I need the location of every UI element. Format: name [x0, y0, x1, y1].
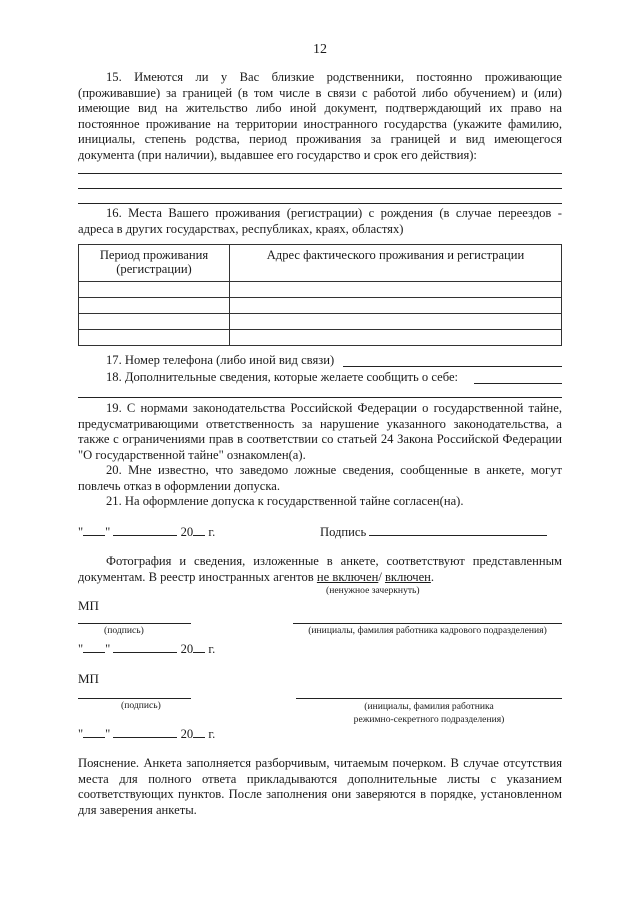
quote-close: ": [105, 727, 111, 741]
table-header-row: [79, 245, 562, 282]
option-separator: /: [378, 569, 385, 584]
quote-open: ": [78, 727, 84, 741]
stamp-place-2: МП: [78, 671, 99, 686]
additional-info-line[interactable]: [78, 397, 562, 398]
name-line-secret[interactable]: [296, 698, 562, 699]
photo-text: Фотография и сведения, изложенные в анкете, соответствуют представленным документам. В реестр иностранных агентов: [78, 554, 562, 584]
question-20: 20. Мне известно, что заведомо ложные сведения, сообщенные в анкете, могут повлечь отказ в оформлении допуска.: [78, 463, 562, 493]
secret-caption-line-1: (инициалы, фамилия работника: [364, 701, 494, 712]
secret-caption-line-2: режимно-секретного подразделения): [353, 714, 505, 725]
year-prefix: 20: [180, 642, 194, 656]
date-field-2[interactable]: [78, 641, 215, 657]
year-blank[interactable]: [193, 524, 205, 536]
quote-open: ": [78, 642, 84, 656]
table-row: [79, 330, 562, 346]
strike-note: (ненужное зачеркнуть): [326, 585, 420, 596]
date-field-3[interactable]: [78, 726, 215, 742]
year-blank[interactable]: [193, 726, 205, 738]
year-blank[interactable]: [193, 641, 205, 653]
table-row: [79, 282, 562, 298]
table-cell[interactable]: [79, 282, 230, 298]
table-cell[interactable]: [79, 314, 230, 330]
additional-info-field[interactable]: [474, 383, 562, 384]
question-16: 16. Места Вашего проживания (регистрации) с рождения (в случае переездов - адреса в других государствах, республиках, краях, областях): [78, 206, 562, 236]
table-row: [79, 298, 562, 314]
answer-line-15-2[interactable]: [78, 188, 562, 189]
photo-statement: [78, 554, 562, 585]
table-cell[interactable]: [79, 298, 230, 314]
note-label: Пояснение.: [78, 756, 140, 770]
table-cell[interactable]: [230, 330, 562, 346]
page-number: 12: [313, 42, 327, 57]
signature-line-hr[interactable]: [78, 623, 191, 624]
signature-blank[interactable]: [369, 524, 547, 536]
answer-line-15-3[interactable]: [78, 203, 562, 204]
quote-close: ": [105, 525, 111, 539]
year-suffix: г.: [208, 727, 216, 741]
quote-close: ": [105, 642, 111, 656]
quote-open: ": [78, 525, 84, 539]
option-included[interactable]: включен: [384, 569, 431, 584]
signature-caption-secret: (подпись): [121, 700, 161, 711]
question-15: 15. Имеются ли у Вас близкие родственники, постоянно проживающие (проживавшие) за границей (в том числе в связи с работой либо обучением) и (или) имеющие вид на жительство либо иной документ, подтверждающий их право на постоянное проживание на территории иностранного государства (укажите фамилию, инициалы, степень родства, период проживания за границей и вид имеющегося документа (при наличии), выдавшее его государство и срок его действия):: [78, 70, 562, 162]
signature-label: Подпись: [320, 525, 367, 539]
question-21: 21. На оформление допуска к государственной тайне согласен(на).: [106, 494, 464, 508]
day-blank[interactable]: [83, 726, 105, 738]
signature-line-secret[interactable]: [78, 698, 191, 699]
table-cell[interactable]: [230, 282, 562, 298]
table-cell[interactable]: [79, 330, 230, 346]
day-blank[interactable]: [83, 524, 105, 536]
question-18: 18. Дополнительные сведения, которые желаете сообщить о себе:: [106, 370, 459, 384]
column-header-period: Период проживания (регистрации): [79, 245, 230, 282]
phone-field[interactable]: [343, 366, 562, 367]
answer-line-15-1[interactable]: [78, 173, 562, 174]
note-text: Анкета заполняется разборчивым, читаемым почерком. В случае отсутствия места для полного ответа прикладываются дополнительные листы с указанием соответствующих пунктов. После заполнения они заверяются в порядке, установленном для заверения анкеты.: [78, 756, 562, 817]
year-suffix: г.: [208, 525, 216, 539]
signature-caption-hr: (подпись): [104, 625, 144, 636]
month-blank[interactable]: [113, 524, 177, 536]
signature-field: [320, 524, 547, 540]
day-blank[interactable]: [83, 641, 105, 653]
date-field-1[interactable]: [78, 524, 215, 540]
month-blank[interactable]: [113, 726, 177, 738]
table-cell[interactable]: [230, 298, 562, 314]
name-line-hr[interactable]: [293, 623, 562, 624]
explanation-note: [78, 756, 562, 818]
year-prefix: 20: [180, 727, 194, 741]
secret-caption: [296, 700, 562, 726]
month-blank[interactable]: [113, 641, 177, 653]
photo-text-end: .: [430, 569, 435, 584]
year-suffix: г.: [208, 642, 216, 656]
table-row: [79, 314, 562, 330]
table-cell[interactable]: [230, 314, 562, 330]
option-not-included[interactable]: не включен: [316, 569, 379, 584]
hr-caption: (инициалы, фамилия работника кадрового подразделения): [308, 625, 547, 636]
column-header-address: Адрес фактического проживания и регистрации: [230, 245, 562, 282]
question-19: 19. С нормами законодательства Российской Федерации о государственной тайне, предусматривающими ответственность за нарушение указанного законодательства, а также с ограничениями прав в соответствии со статьей 24 Закона Российской Федерации "О государственной тайне" ознакомлен(а).: [78, 401, 562, 462]
residence-table: [78, 244, 562, 346]
stamp-place-1: МП: [78, 598, 99, 613]
year-prefix: 20: [180, 525, 194, 539]
question-17: 17. Номер телефона (либо иной вид связи): [106, 353, 335, 367]
